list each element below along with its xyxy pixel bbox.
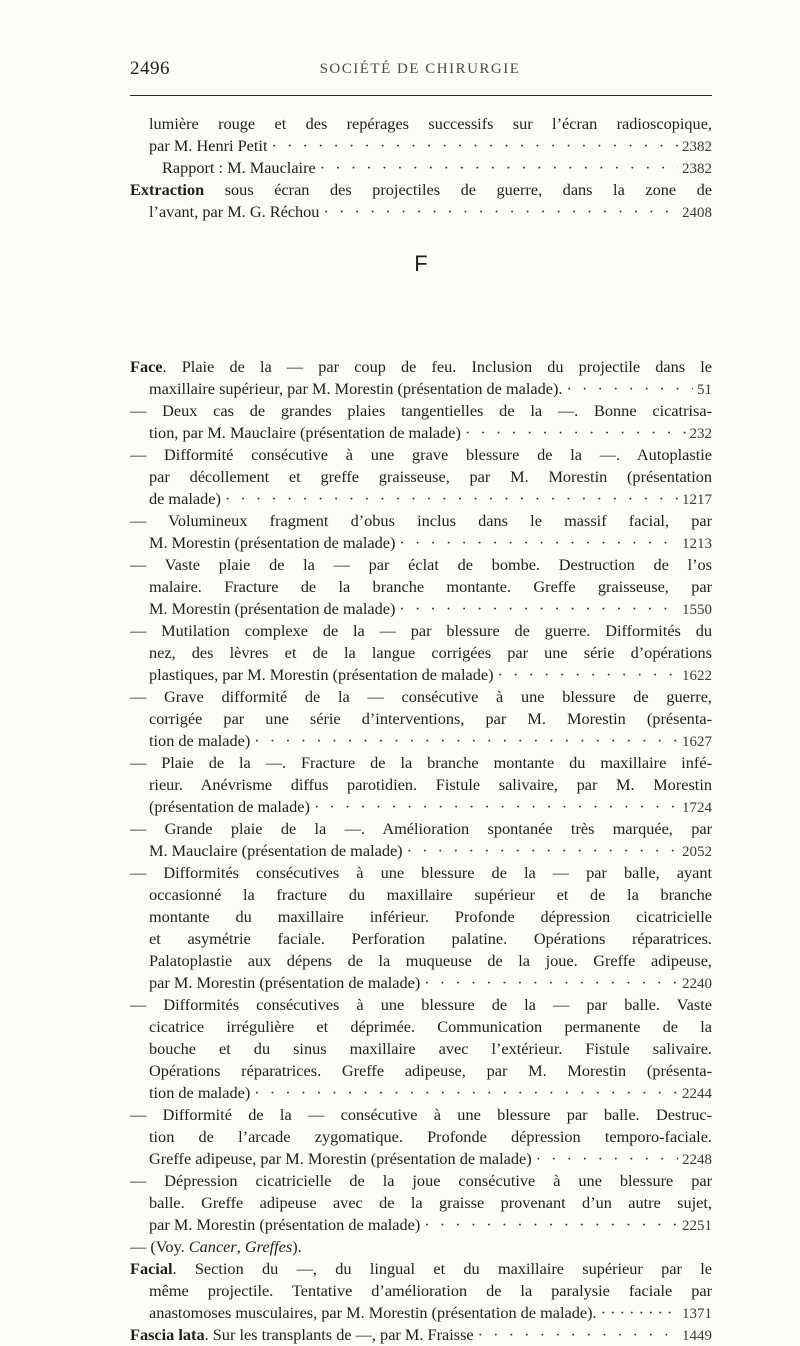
entry-line: — Difformités consécutives à une blessure de la — par balle. Vaste bbox=[130, 995, 712, 1014]
entry-line: cicatrice irrégulière et déprimée. Communication permanente de la bbox=[149, 1017, 712, 1036]
entry-text: anastomoses musculaires, par M. Morestin (présentation de malade). bbox=[149, 1303, 597, 1322]
cross-reference: Cancer bbox=[188, 1237, 237, 1256]
page-header bbox=[130, 58, 710, 82]
entry-text: l’avant, par M. G. Réchou bbox=[149, 202, 320, 221]
entry-line: par décollement et greffe graisseuse, par M. Morestin (présentation bbox=[149, 467, 712, 486]
entry-text: plastiques, par M. Morestin (présentation de malade) bbox=[149, 665, 494, 684]
entry-line bbox=[130, 135, 712, 157]
entry-text: maxillaire supérieur, par M. Morestin (présentation de malade). bbox=[149, 379, 563, 398]
entry-text: Rapport : M. Mauclaire bbox=[162, 158, 316, 177]
index-entry bbox=[130, 113, 712, 179]
entry-line bbox=[130, 1236, 712, 1258]
entry-line bbox=[130, 378, 712, 400]
page-ref: 1550 bbox=[682, 602, 712, 618]
entry-line bbox=[130, 532, 712, 554]
entry-line bbox=[130, 201, 712, 223]
entry-line bbox=[130, 179, 712, 201]
entry-line bbox=[130, 1324, 712, 1346]
running-head: SOCIÉTÉ DE CHIRURGIE bbox=[319, 61, 521, 77]
entry-line: bouche et du sinus maxillaire avec l’extérieur. Fistule salivaire. bbox=[149, 1039, 712, 1058]
page-ref: 2244 bbox=[682, 1086, 712, 1102]
entry-line: — Grande plaie de la —. Amélioration spontanée très marquée, par bbox=[130, 819, 712, 838]
page-ref: 1217 bbox=[682, 492, 712, 508]
page-ref: 1622 bbox=[682, 668, 712, 684]
page-ref: 2251 bbox=[682, 1218, 712, 1234]
entry-line: — Difformité de la — consécutive à une blessure par balle. Destruc- bbox=[130, 1105, 712, 1124]
entry-text: — (Voy. bbox=[130, 1237, 189, 1256]
entry-text: de malade) bbox=[149, 489, 221, 508]
entry-heading: Face bbox=[130, 357, 163, 376]
entry-line: corrigée par une série d’interventions, par M. Morestin (présenta- bbox=[149, 709, 712, 728]
page-ref: 2382 bbox=[682, 161, 712, 177]
section-letter: F bbox=[414, 251, 428, 276]
entry-text: par M. Henri Petit bbox=[149, 136, 268, 155]
entry-heading: Fascia lata bbox=[130, 1325, 205, 1344]
page-ref: 1724 bbox=[682, 800, 712, 816]
page-ref: 2052 bbox=[682, 844, 712, 860]
entry-line: — Volumineux fragment d’obus inclus dans le massif facial, par bbox=[130, 511, 712, 530]
entry-text: tion de malade) bbox=[149, 1083, 251, 1102]
entry-line bbox=[130, 796, 712, 818]
entry-line bbox=[130, 157, 712, 179]
entry-line: Palatoplastie aux dépens de la muqueuse de la joue. Greffe adipeuse, bbox=[149, 951, 712, 970]
entry-line bbox=[130, 1302, 712, 1324]
entry-line bbox=[130, 1258, 712, 1280]
entry-line: malaire. Fracture de la branche montante. Greffe graisseuse, par bbox=[149, 577, 712, 596]
entry-text: Greffe adipeuse, par M. Morestin (présentation de malade) bbox=[149, 1149, 532, 1168]
entry-line: — Mutilation complexe de la — par blessure de guerre. Difformités du bbox=[130, 621, 712, 640]
entry-heading: Extraction bbox=[130, 180, 205, 199]
entry-line: et asymétrie faciale. Perforation palatine. Opérations réparatrices. bbox=[149, 929, 712, 948]
index-entry-facial bbox=[130, 1258, 712, 1324]
entry-text: M. Morestin (présentation de malade) bbox=[149, 533, 396, 552]
page-ref: 232 bbox=[689, 426, 712, 442]
cross-reference: Greffes bbox=[244, 1237, 293, 1256]
entry-text: par M. Morestin (présentation de malade) bbox=[149, 1215, 421, 1234]
entry-text: sous écran des projectiles de guerre, dans la zone de bbox=[204, 180, 712, 199]
section-spacer bbox=[130, 223, 712, 356]
entry-line bbox=[130, 1082, 712, 1104]
entry-line: occasionné la fracture du maxillaire supérieur et de la branche bbox=[149, 885, 712, 904]
entry-text: . Section du —, du lingual et du maxillaire supérieur par le bbox=[172, 1259, 712, 1278]
entry-line: Opérations réparatrices. Greffe adipeuse, par M. Morestin (présenta- bbox=[149, 1061, 712, 1080]
entry-line bbox=[130, 1214, 712, 1236]
entry-line bbox=[130, 972, 712, 994]
entry-line bbox=[130, 356, 712, 378]
entry-line: nez, des lèvres et de la langue corrigées par une série d’opérations bbox=[149, 643, 712, 662]
entry-line bbox=[130, 488, 712, 510]
page-ref: 2248 bbox=[682, 1152, 712, 1168]
entry-line: lumière rouge et des repérages successifs sur l’écran radioscopique, bbox=[149, 114, 712, 133]
page-ref: 2382 bbox=[682, 139, 712, 155]
entry-text: par M. Morestin (présentation de malade) bbox=[149, 973, 421, 992]
entry-text: M. Mauclaire (présentation de malade) bbox=[149, 841, 403, 860]
entry-text: . Sur les transplants de —, par M. Fraisse bbox=[204, 1325, 474, 1344]
index-entry-extraction bbox=[130, 179, 712, 223]
entry-text: . Plaie de la — par coup de feu. Inclusion du projectile dans le bbox=[162, 357, 712, 376]
index-content bbox=[130, 113, 712, 1346]
entry-line bbox=[130, 1148, 712, 1170]
page-ref: 2240 bbox=[682, 976, 712, 992]
header-rule bbox=[130, 95, 712, 96]
entry-line: tion de l’arcade zygomatique. Profonde dépression temporo-faciale. bbox=[149, 1127, 712, 1146]
index-entry-face bbox=[130, 356, 712, 1258]
page-ref: 1213 bbox=[682, 536, 712, 552]
page-ref: 1371 bbox=[682, 1306, 712, 1322]
entry-line bbox=[130, 730, 712, 752]
entry-line: — Vaste plaie de la — par éclat de bombe. Destruction de l’os bbox=[130, 555, 712, 574]
entry-text: (présentation de malade) bbox=[149, 797, 310, 816]
page-ref: 51 bbox=[697, 382, 712, 398]
entry-text: ). bbox=[292, 1237, 302, 1256]
entry-line: — Difformité consécutive à une grave blessure de la —. Autoplastie bbox=[130, 445, 712, 464]
page-ref: 1627 bbox=[682, 734, 712, 750]
entry-line bbox=[130, 598, 712, 620]
page-ref: 1449 bbox=[682, 1328, 712, 1344]
entry-line: — Grave difformité de la — consécutive à une blessure de guerre, bbox=[130, 687, 712, 706]
entry-text: M. Morestin (présentation de malade) bbox=[149, 599, 396, 618]
entry-heading: Facial bbox=[130, 1259, 173, 1278]
entry-line bbox=[130, 840, 712, 862]
entry-line: même projectile. Tentative d’amélioration de la paralysie faciale par bbox=[149, 1281, 712, 1300]
index-entry-fascia bbox=[130, 1324, 712, 1346]
page-ref: 2408 bbox=[682, 205, 712, 221]
entry-line bbox=[130, 664, 712, 686]
entry-line: — Deux cas de grandes plaies tangentielles de la —. Bonne cicatrisa- bbox=[130, 401, 712, 420]
entry-line: montante du maxillaire inférieur. Profonde dépression cicatricielle bbox=[149, 907, 712, 926]
entry-text: tion, par M. Mauclaire (présentation de malade) bbox=[149, 423, 461, 442]
entry-line: balle. Greffe adipeuse avec de la graisse provenant d’un autre sujet, bbox=[149, 1193, 712, 1212]
entry-text: tion de malade) bbox=[149, 731, 251, 750]
entry-line: — Dépression cicatricielle de la joue consécutive à une blessure par bbox=[130, 1171, 712, 1190]
entry-line: rieur. Anévrisme diffus parotidien. Fistule salivaire, par M. Morestin bbox=[149, 775, 712, 794]
entry-text: , bbox=[236, 1237, 245, 1256]
entry-line bbox=[130, 422, 712, 444]
entry-line: — Difformités consécutives à une blessure de la — par balle, ayant bbox=[130, 863, 712, 882]
page-number: 2496 bbox=[130, 58, 170, 79]
entry-line: — Plaie de la —. Fracture de la branche montante du maxillaire infé- bbox=[130, 753, 712, 772]
